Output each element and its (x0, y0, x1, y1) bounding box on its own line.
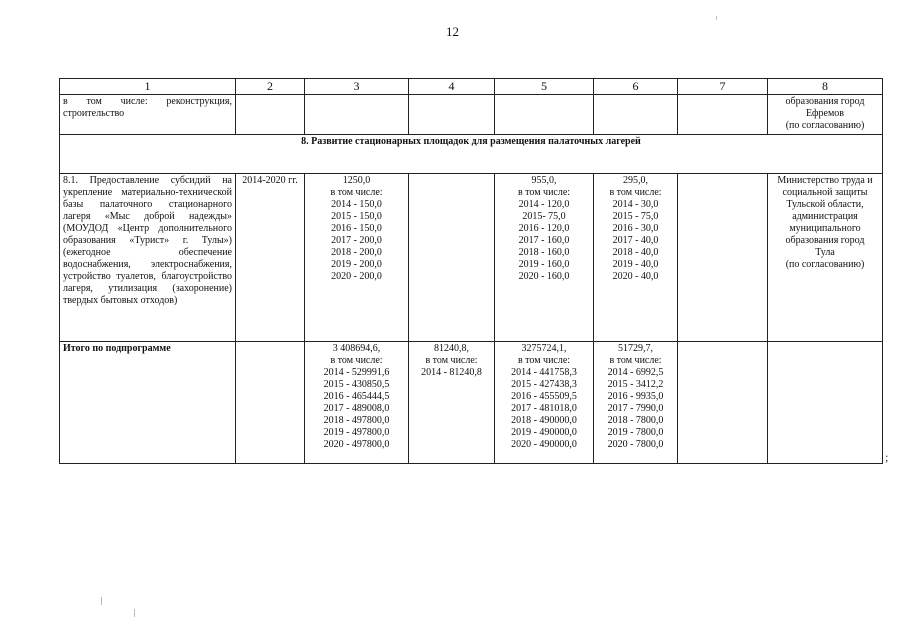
amount-line: 81240,8, (434, 343, 469, 354)
amount-line: 2018 - 160,0 (518, 247, 570, 258)
total-municipal (594, 342, 678, 464)
amount-line: 2020 - 497800,0 (323, 439, 390, 450)
total-executor (768, 342, 883, 464)
col-number-3: 3 (305, 79, 409, 95)
executor-line: Ефремов (805, 108, 845, 119)
amount-line: 2019 - 497800,0 (323, 427, 390, 438)
amount-line: в том числе: (609, 187, 662, 198)
amount-line: 3275724,1, (521, 343, 567, 354)
row-8-1-total (305, 174, 409, 342)
col-number-2: 2 (236, 79, 305, 95)
amount-line: 2015 - 3412,2 (607, 379, 664, 390)
executor-line: (по согласованию) (785, 120, 865, 131)
executor-line: социальной защиты (782, 187, 868, 198)
amount-line: 2019 - 7800,0 (607, 427, 664, 438)
section-title: 8. Развитие стационарных площадок для размещения палаточных лагерей (60, 135, 883, 174)
amount-line: 2016 - 455509,5 (511, 391, 577, 402)
total-sum (305, 342, 409, 464)
scan-artifact (134, 609, 135, 617)
scan-artifact (101, 597, 102, 605)
amount-line: 2016 - 30,0 (612, 223, 659, 234)
amount-line: 2014 - 6992,5 (607, 367, 664, 378)
amount-line: в том числе: (517, 187, 571, 198)
total-row (60, 342, 883, 464)
amount-line: 2016 - 465444,5 (323, 391, 390, 402)
amount-line: 2016 - 150,0 (331, 223, 382, 234)
amount-line: 2017 - 160,0 (518, 235, 570, 246)
continuation-row (60, 95, 883, 135)
amount-line: 2018 - 40,0 (612, 247, 659, 258)
total-other (678, 342, 768, 464)
amount-line: в том числе: (609, 355, 662, 366)
col-number-8: 8 (768, 79, 883, 95)
col-number-7: 7 (678, 79, 768, 95)
row-8-1-period: 2014-2020 гг. (236, 174, 305, 342)
amount-line: 2019 - 160,0 (518, 259, 570, 270)
amount-line: 2014 - 30,0 (612, 199, 659, 210)
amount-line: 2014 - 120,0 (518, 199, 570, 210)
amount-line: 1250,0 (342, 175, 371, 186)
amount-line: 2015 - 150,0 (331, 211, 382, 222)
amount-line: 2014 - 81240,8 (421, 367, 482, 378)
executor-line: (по согласованию) (785, 259, 865, 270)
col-number-4: 4 (409, 79, 495, 95)
amount-line: 2015- 75,0 (522, 211, 566, 222)
row-8-1-description: 8.1. Предоставление субсидий на укрепление материально-технической базы палаточного стационарного лагеря «Мыс доброй надежды» (МОУДОД «Центр дополнительного образования «Турист» г. Тулы») (ежегодное обеспечение водоснабжения, электроснабжения, устройство туалетов, благоустройство лагеря, утилизация (захоронение) твердых бытовых отходов) (60, 174, 236, 342)
amount-line: в том числе: (517, 355, 571, 366)
total-period (236, 342, 305, 464)
executor-line: муниципального (789, 223, 861, 234)
amount-line: 2014 - 150,0 (331, 199, 382, 210)
page-number: 12 (446, 24, 459, 39)
executor-line: образования город (785, 96, 865, 107)
amount-line: 2014 - 441758,3 (511, 367, 577, 378)
row-8-1-executor (768, 174, 883, 342)
amount-line: 2017 - 40,0 (612, 235, 659, 246)
amount-line: 2016 - 9935,0 (607, 391, 664, 402)
amount-line: 2018 - 497800,0 (323, 415, 390, 426)
row-8-1-other (678, 174, 768, 342)
amount-line: в том числе: (330, 355, 383, 366)
amount-line: 2017 - 489008,0 (323, 403, 390, 414)
continuation-cell-2 (236, 95, 305, 135)
amount-line: 2015 - 427438,3 (511, 379, 577, 390)
column-number-row (60, 79, 883, 95)
row-8-1 (60, 174, 883, 342)
amount-line: 2014 - 529991,6 (323, 367, 390, 378)
col-number-5: 5 (495, 79, 594, 95)
continuation-executor (768, 95, 883, 135)
amount-line: 2016 - 120,0 (518, 223, 570, 234)
amount-line: 2017 - 481018,0 (511, 403, 577, 414)
row-8-1-federal (409, 174, 495, 342)
executor-line: Министерство труда и (777, 175, 873, 186)
trailing-semicolon: ; (885, 450, 889, 464)
executor-line: образования город (785, 235, 865, 246)
continuation-cell-5 (495, 95, 594, 135)
amount-line: 2018 - 7800,0 (607, 415, 664, 426)
amount-line: 2020 - 200,0 (331, 271, 382, 282)
amount-line: 955,0, (531, 175, 557, 186)
amount-line: 2020 - 160,0 (518, 271, 570, 282)
amount-line: 2017 - 7990,0 (607, 403, 664, 414)
row-8-1-regional (495, 174, 594, 342)
amount-line: 3 408694,6, (332, 343, 381, 354)
amount-line: 51729,7, (618, 343, 653, 354)
col-number-1: 1 (60, 79, 236, 95)
total-label: Итого по подпрограмме (60, 342, 236, 464)
amount-line: 2020 - 7800,0 (607, 439, 664, 450)
amount-line: 295,0, (623, 175, 648, 186)
amount-line: 2019 - 200,0 (331, 259, 382, 270)
amount-line: 2015 - 75,0 (612, 211, 659, 222)
program-table (59, 78, 883, 464)
total-regional (495, 342, 594, 464)
scan-artifact (716, 16, 717, 20)
executor-line: администрация (792, 211, 858, 222)
continuation-cell-3 (305, 95, 409, 135)
amount-line: 2019 - 40,0 (612, 259, 659, 270)
amount-line: 2018 - 200,0 (331, 247, 382, 258)
amount-line: 2018 - 490000,0 (511, 415, 577, 426)
continuation-cell-7 (678, 95, 768, 135)
amount-line: 2017 - 200,0 (331, 235, 382, 246)
amount-line: в том числе: (425, 355, 478, 366)
continuation-cell-4 (409, 95, 495, 135)
continuation-cell-6 (594, 95, 678, 135)
executor-line: Тульской области, (786, 199, 864, 210)
continuation-description: в том числе: реконструкция, строительство (60, 95, 236, 135)
amount-line: 2015 - 430850,5 (323, 379, 390, 390)
total-federal (409, 342, 495, 464)
amount-line: 2019 - 490000,0 (511, 427, 577, 438)
row-8-1-municipal (594, 174, 678, 342)
executor-line: Тула (815, 247, 835, 258)
section-title-row (60, 135, 883, 174)
amount-line: 2020 - 40,0 (612, 271, 659, 282)
amount-line: 2020 - 490000,0 (511, 439, 577, 450)
col-number-6: 6 (594, 79, 678, 95)
amount-line: в том числе: (330, 187, 383, 198)
